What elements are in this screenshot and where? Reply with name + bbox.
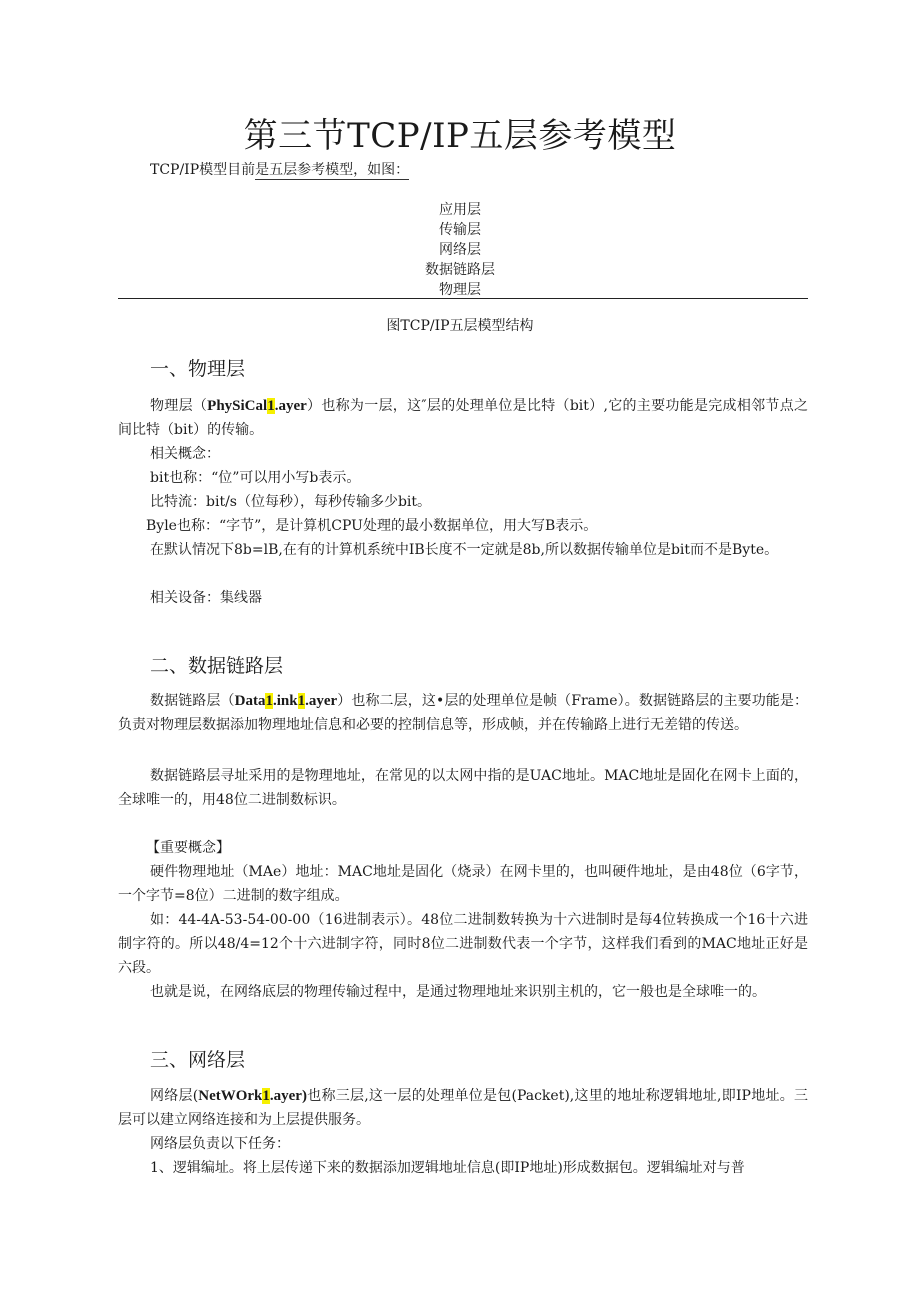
- section-heading-network: 三、网络层: [150, 1049, 246, 1071]
- text-run: .ayer): [269, 1088, 307, 1104]
- paragraph: 相关设备：集线器: [150, 590, 262, 606]
- text-run: .ayer: [274, 398, 307, 414]
- text-run: .ink: [272, 693, 298, 709]
- concept-label: 【重要概念】: [146, 840, 230, 856]
- intro-line: [150, 160, 409, 180]
- intro-prefix: TCP/IP模型目前: [150, 162, 256, 178]
- paragraph: 网络层负责以下任务：: [150, 1136, 290, 1152]
- paragraph: [118, 689, 808, 737]
- paragraph: 也就是说，在网络底层的物理传输过程中，是通过物理地址来识别主机的，它一般也是全球唯一的。: [150, 984, 766, 1000]
- text-run: 网络层(: [150, 1088, 199, 1104]
- text-run: .ayer: [305, 693, 338, 709]
- layer-item: 物理层: [439, 282, 481, 298]
- term-network-layer: [198, 1088, 307, 1104]
- highlight: 1: [267, 398, 275, 414]
- text-run: 也称三层,这一层的处理单位是包(Packet),这里的地址称逻辑地址,即IP地址。三层可以建立网络连接和为上层提供服务。: [118, 1088, 808, 1128]
- intro-underlined: 是五层参考模型，如图：: [255, 162, 410, 178]
- section-heading-physical: 一、物理层: [150, 358, 246, 380]
- text-run: NetWOrk: [198, 1088, 263, 1104]
- paragraph: 数据链路层寻址采用的是物理地址，在常见的以太网中指的是UAC地址。MAC地址是固化在网卡上面的，全球唯一的，用48位二进制数标识。: [118, 768, 808, 808]
- paragraph: 在默认情况下8b=lB,在有的计算机系统中IB长度不一定就是8b,所以数据传输单位是bit而不是Byte。: [150, 542, 779, 558]
- paragraph: Byle也称：“字节”，是计算机CPU处理的最小数据单位，用大写B表示。: [146, 518, 598, 534]
- figure-caption: 图TCP/IP五层模型结构: [386, 318, 534, 334]
- text-run: 物理层（: [150, 398, 208, 414]
- paragraph: 硬件物理地址（MAe）地址：MAC地址是固化（烧录）在网卡里的，也叫硬件地址，是由48位（6字节，一个字节=8位）二进制的数字组成。: [118, 864, 808, 904]
- layer-item: 传输层: [439, 222, 481, 238]
- paragraph: 如：44-4A-53-54-00-00（16进制表示）。48位二进制数转换为十六进制时是每4位转换成一个16十六进制字符的。所以48/4=12个十六进制字符，同时8位二进制数代表一个字节，这样我们看到的MAC地址正好是六段。: [118, 912, 808, 976]
- highlight: 1: [262, 1088, 270, 1104]
- paragraph: [118, 1084, 808, 1132]
- paragraph: 比特流：bit/s（位每秒），每秒传输多少bit。: [150, 494, 432, 510]
- term-physical-layer: [207, 398, 307, 414]
- paragraph: [118, 394, 808, 442]
- paragraph: bit也称：“位”可以用小写b表示。: [150, 470, 361, 486]
- text-run: PhySiCal: [207, 398, 268, 414]
- horizontal-rule: [118, 298, 808, 299]
- term-datalink-layer: [235, 693, 338, 709]
- text-run: ）也称为一层，这″层的处理单位是比特（bit）,它的主要功能是完成相邻节点之间比特（bit）的传输。: [118, 398, 808, 438]
- layer-item: 应用层: [439, 202, 481, 218]
- paragraph: 相关概念：: [150, 446, 220, 462]
- section-heading-datalink: 二、数据链路层: [150, 655, 284, 677]
- highlight: 1: [265, 693, 273, 709]
- text-run: 数据链路层（: [150, 693, 235, 709]
- layer-item: 数据链路层: [425, 262, 495, 278]
- paragraph: 1、逻辑编址。将上层传递下来的数据添加逻辑地址信息(即IP地址)形成数据包。逻辑编址对与普: [150, 1160, 745, 1176]
- highlight: 1: [297, 693, 306, 709]
- text-run: Data: [234, 693, 266, 709]
- layer-list: [0, 200, 920, 300]
- page-title: 第三节TCP/IP五层参考模型: [243, 116, 677, 156]
- layer-item: 网络层: [439, 242, 481, 258]
- text-run: ）也称二层，这•层的处理单位是帧（Frame）。数据链路层的主要功能是：负责对物理层数据添加物理地址信息和必要的控制信息等，形成帧，并在传输路上进行无差错的传送。: [118, 693, 808, 733]
